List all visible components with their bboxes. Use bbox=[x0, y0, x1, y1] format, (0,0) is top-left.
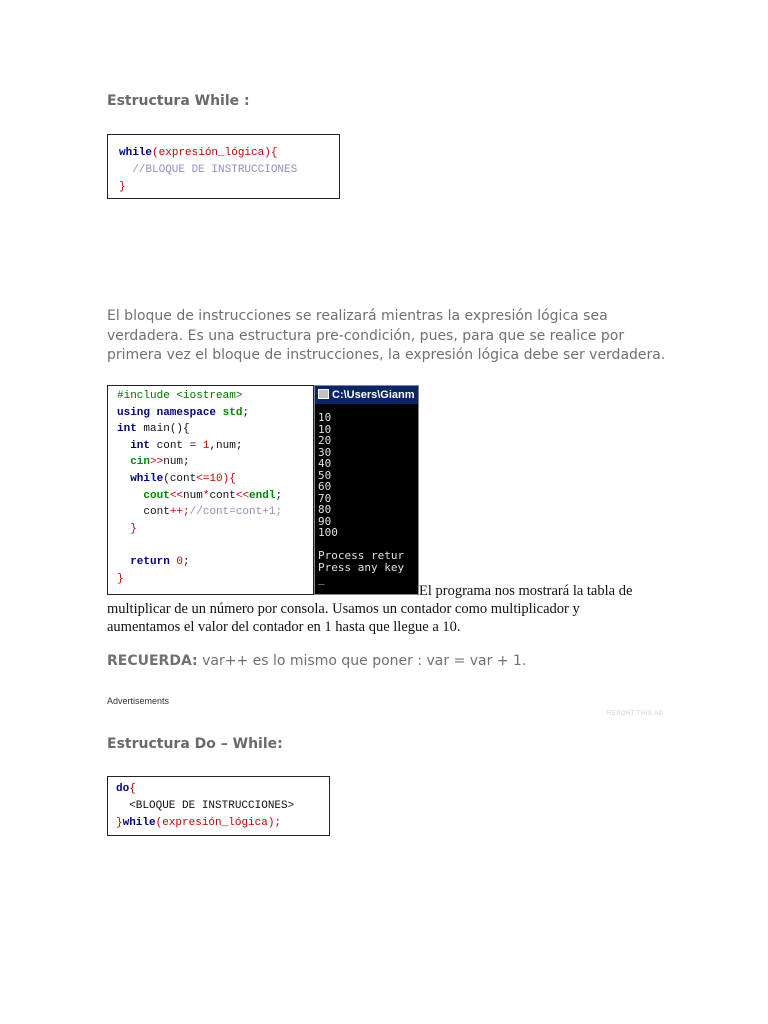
code-text: cont = bbox=[150, 439, 203, 452]
code-text: num bbox=[183, 489, 203, 502]
recuerda-note bbox=[107, 652, 526, 672]
code-box-while bbox=[107, 134, 340, 199]
code-keyword: endl bbox=[249, 489, 276, 502]
code-dowhile bbox=[116, 781, 294, 832]
code-comment bbox=[119, 164, 132, 176]
code-brace: } bbox=[116, 817, 123, 829]
code-keyword: while bbox=[130, 472, 164, 485]
code-text: std bbox=[216, 406, 243, 419]
code-main bbox=[117, 388, 282, 587]
recuerda-label: RECUERDA: bbox=[107, 653, 198, 669]
code-keyword: cin bbox=[130, 456, 151, 469]
code-keyword: while bbox=[119, 147, 153, 159]
code-text: cont bbox=[143, 506, 170, 519]
code-include: #include <iostream> bbox=[117, 390, 243, 402]
code-operator: << bbox=[169, 489, 184, 502]
code-keyword: cout bbox=[143, 489, 170, 502]
code-text: <BLOQUE DE INSTRUCCIONES> bbox=[129, 800, 295, 812]
code-operator: * bbox=[202, 489, 210, 502]
recuerda-text: var++ es lo mismo que poner : var = var + 1. bbox=[197, 653, 527, 669]
code-comment: //cont=cont+1; bbox=[189, 506, 283, 519]
console-output: 10 10 20 30 40 50 60 70 80 90 100 Process retur Press any key _ bbox=[318, 411, 405, 585]
report-ad-link[interactable]: REPORT THIS AD bbox=[607, 711, 664, 717]
code-keyword: do bbox=[116, 783, 130, 795]
code-text: num; bbox=[163, 456, 190, 469]
code-text: ,num; bbox=[209, 439, 243, 452]
heading-dowhile: Estructura Do – While: bbox=[107, 736, 283, 752]
code-text: cont bbox=[209, 489, 236, 502]
code-while bbox=[119, 145, 297, 196]
paragraph-while-description: El bloque de instrucciones se realizará mientras la expresión lógica sea verdadera. Es una estructura pre-condición, pues, para que se realice por primera vez el bloque de instrucciones, la expresión lógica debe ser verdadera. bbox=[107, 308, 666, 363]
console-icon bbox=[318, 389, 329, 399]
code-keyword: using namespace bbox=[117, 406, 217, 419]
code-operator: << bbox=[235, 489, 250, 502]
code-operator: >> bbox=[150, 456, 164, 469]
code-text: ; bbox=[242, 406, 250, 419]
code-operator: <=10 bbox=[196, 472, 223, 485]
code-keyword: while bbox=[122, 817, 156, 829]
heading-while: Estructura While : bbox=[107, 93, 250, 109]
code-keyword: return bbox=[130, 555, 170, 568]
code-keyword: int bbox=[117, 423, 137, 436]
code-operator: ++; bbox=[169, 506, 190, 519]
paragraph-program-line1: El programa nos mostrará la tabla de bbox=[419, 583, 633, 599]
code-brace: { bbox=[129, 783, 136, 795]
code-keyword: int bbox=[130, 439, 151, 452]
code-brace: } bbox=[117, 572, 124, 585]
code-box-dowhile bbox=[107, 776, 330, 836]
code-text: ; bbox=[183, 555, 190, 568]
code-brace: } bbox=[119, 181, 126, 193]
code-text: (expresión_lógica){ bbox=[152, 147, 278, 159]
console-titlebar bbox=[315, 386, 418, 404]
code-number: 1 bbox=[202, 439, 210, 452]
paragraph-program-rest: multiplicar de un número por consola. Usamos un contador como multiplicador y aumentamos el valor del contador en 1 hasta que llegue a 10. bbox=[107, 601, 580, 635]
code-number: 0 bbox=[169, 555, 184, 568]
code-box-main bbox=[107, 385, 314, 595]
code-text: (expresión_lógica); bbox=[155, 817, 282, 829]
code-comment: //BLOQUE DE INSTRUCCIONES bbox=[132, 164, 298, 176]
code-text: (cont bbox=[163, 472, 197, 485]
console-window bbox=[314, 385, 419, 595]
code-text: main(){ bbox=[136, 423, 190, 436]
console-title: C:\Users\Gianm bbox=[332, 389, 415, 401]
code-brace: ){ bbox=[222, 472, 236, 485]
code-text: ; bbox=[275, 489, 283, 502]
advertisements-label: Advertisements bbox=[107, 696, 170, 706]
code-brace: } bbox=[130, 522, 137, 535]
